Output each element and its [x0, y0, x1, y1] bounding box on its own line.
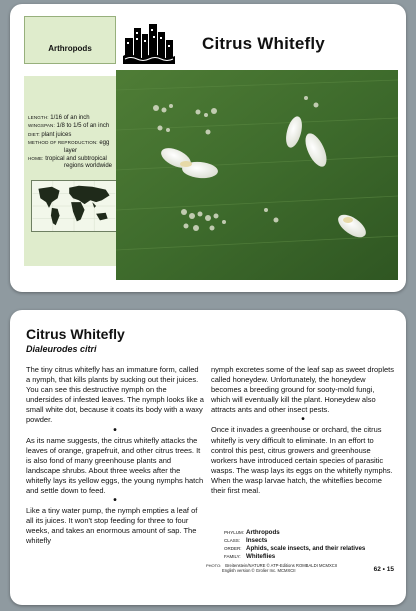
fact-list	[28, 114, 124, 171]
classification-class: CLASS: Insects	[224, 537, 268, 544]
card-back	[10, 310, 406, 605]
category-box	[24, 16, 116, 64]
photo-credit: PHOTO: Breitenstein/NATURE © ATP-Editions ROMBALDI MCMXCII English version © Grolier Inc. MCMXCII	[206, 563, 338, 574]
card-code: 62 • 15	[373, 566, 394, 573]
fact-diet: DIET: plant juices	[28, 131, 72, 138]
whitefly-photo	[116, 70, 398, 280]
paragraph: Once it invades a greenhouse or orchard, the citrus whitefly is very difficult to eliminate. In an effort to control this pest, citrus growers and greenhouse workers have introduced certain species of parasitic wasps. The wasp lays its eggs on the whitefly nymphs. When the wasp larvae hatch, the whiteflies become their first meal.	[211, 425, 393, 496]
classification-phylum: PHYLUM: Arthropods	[224, 529, 280, 536]
classification-family: FAMILY: Whiteflies	[224, 553, 276, 560]
separator-dot: •	[113, 424, 117, 436]
card-front	[10, 4, 406, 292]
world-map-icon	[31, 180, 117, 232]
back-title: Citrus Whitefly	[26, 326, 125, 342]
city-skyline-icon	[123, 20, 175, 64]
scientific-name: Dialeurodes citri	[26, 344, 97, 354]
fact-length: LENGTH: 1/16 of an inch	[28, 115, 90, 121]
text-column-right	[211, 365, 395, 496]
card-title: Citrus Whitefly	[202, 34, 325, 53]
classification-table	[224, 529, 365, 561]
fact-home-cont: regions worldwide	[64, 163, 113, 170]
paragraph: Like a tiny water pump, the nymph empties a leaf of all its juices. It won't stop feeding for three to four weeks, and takes an enormous amount of sap. The whitefly	[26, 506, 198, 546]
paragraph: The tiny citrus whitefly has an immature form, called a nymph, that kills plants by sucking out their juices. You can see this destructive nymph on the undersides of infested leaves. The nymph looks like a small white dot, because it coats its body with a waxy powder.	[26, 365, 204, 425]
separator-dot: •	[301, 414, 305, 426]
separator-dot: •	[113, 495, 117, 507]
fact-reproduction: METHOD OF REPRODUCTION: egg	[28, 140, 110, 147]
text-column-left	[26, 365, 204, 547]
fact-wingspan: WINGSPAN: 1/8 to 1/5 of an inch	[28, 123, 110, 130]
fact-home: HOME: tropical and subtropical	[28, 156, 107, 163]
fact-panel	[24, 76, 122, 266]
fact-reproduction-cont: layer	[64, 147, 78, 154]
category-label: Arthropods	[48, 44, 92, 53]
classification-order: ORDER: Aphids, scale insects, and their relatives	[224, 545, 366, 552]
paragraph: As its name suggests, the citrus whitefly attacks the leaves of orange, grapefruit, and other citrus trees. It is also fond of many greenhouse plants and landscape shrubs. About three weeks after the whitefly lays its yellow eggs, the young nymphs hatch and settle down to feed.	[26, 435, 204, 496]
paragraph: nymph excretes some of the leaf sap as sweet droplets called honeydew. Unfortunately, the honeydew becomes a breeding ground for sooty-mold fungi, which will eventually kill the plant. Honeydew also attracts ants and other insect pests.	[211, 365, 395, 415]
